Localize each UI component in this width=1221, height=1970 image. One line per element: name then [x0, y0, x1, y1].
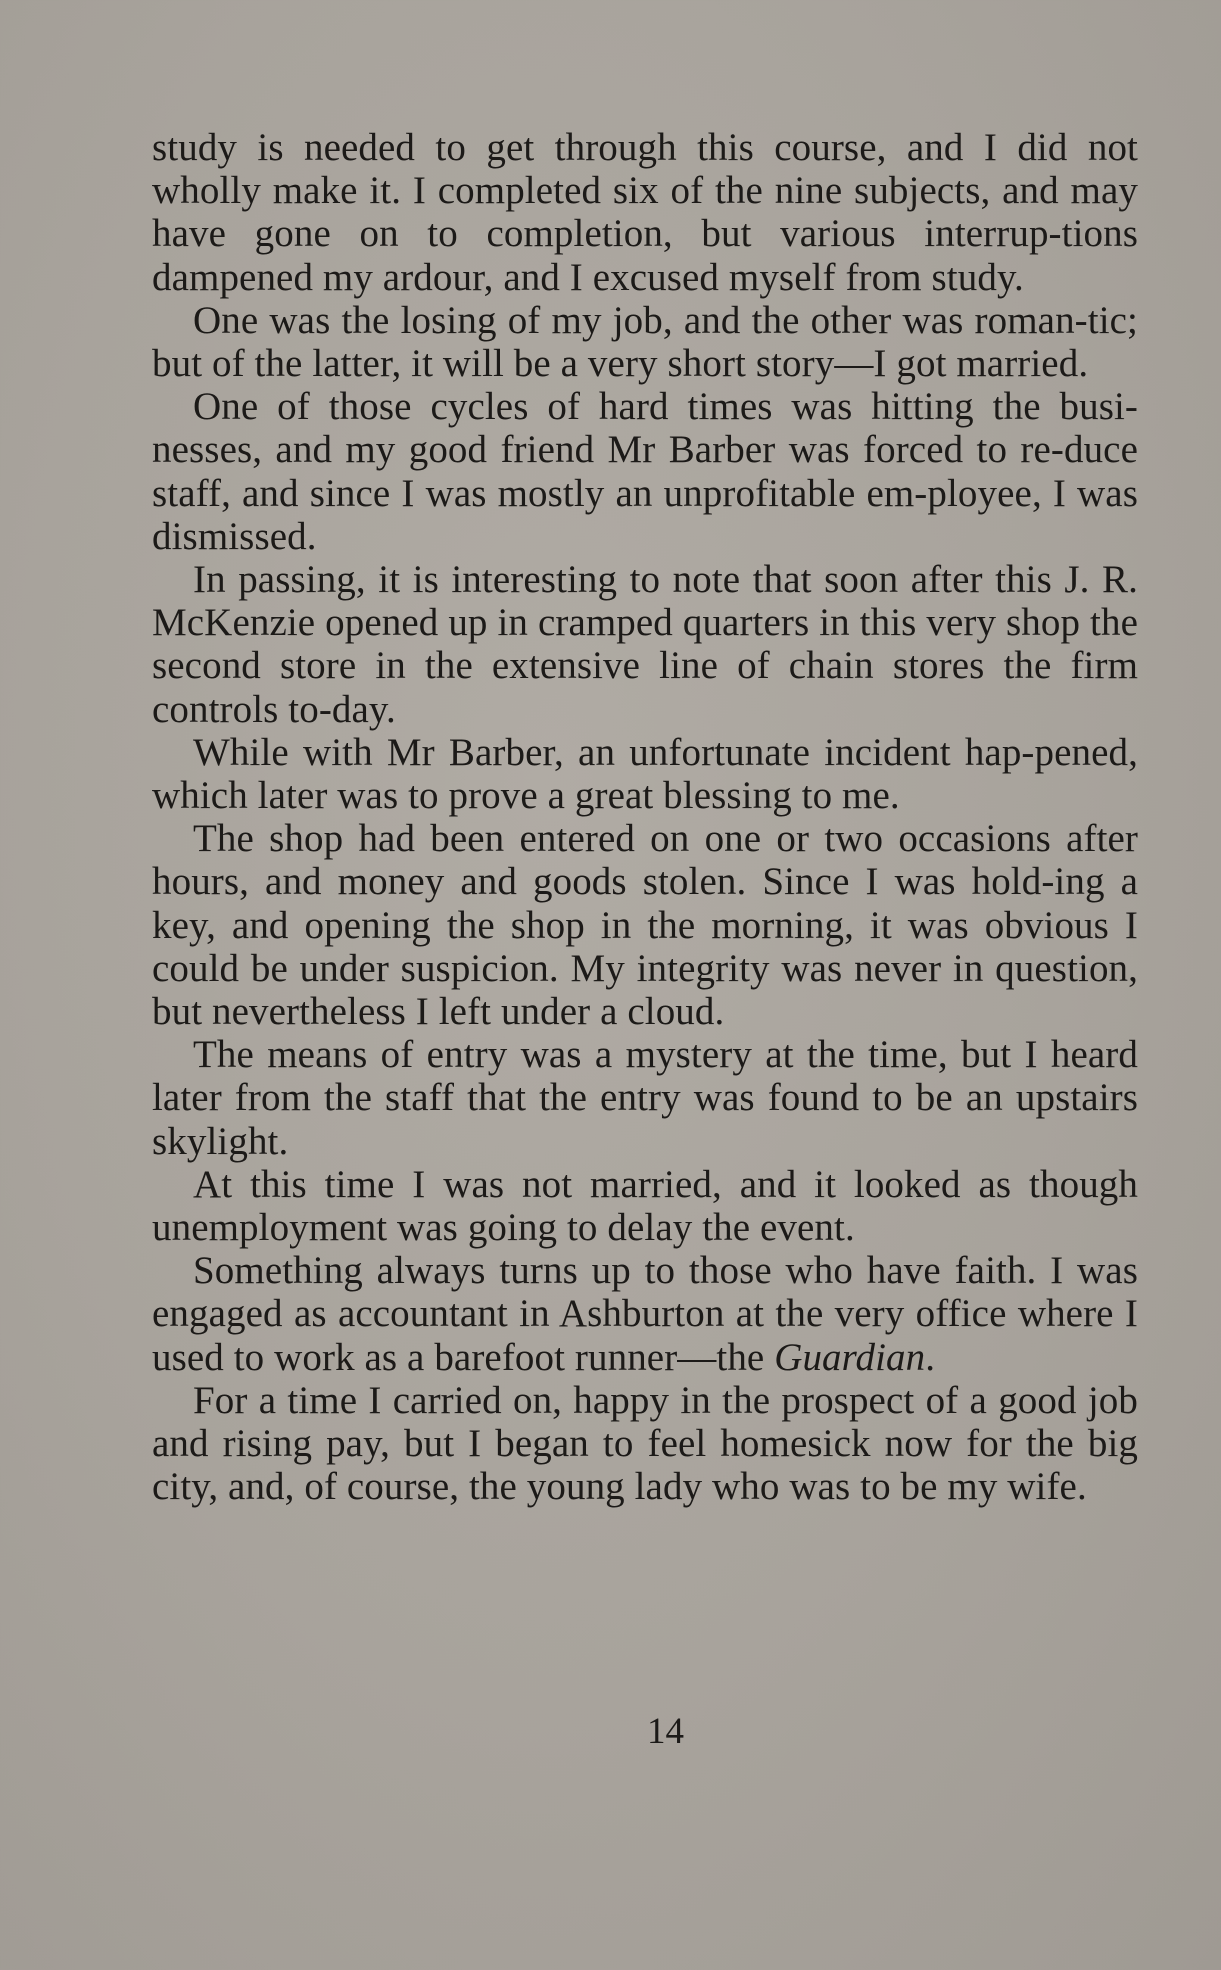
paragraph: The shop had been entered on one or two occasions after hours, and money and goods stolen. Since I was hold-ing a key, and opening the shop in the morning, it was obvious I could be under suspicion. My integrity was never in question, but nevertheless I left under a cloud.	[152, 817, 1138, 1034]
paragraph	[152, 1249, 1138, 1379]
paragraph: One of those cycles of hard times was hitting the busi-nesses, and my good friend Mr Barber was forced to re-duce staff, and since I was mostly an unprofitable em-ployee, I was dismissed.	[152, 385, 1138, 558]
paragraph: The means of entry was a mystery at the time, but I heard later from the staff that the entry was found to be an upstairs skylight.	[152, 1033, 1138, 1163]
paragraph: study is needed to get through this course, and I did not wholly make it. I completed six of the nine subjects, and may have gone on to completion, but various interrup-tions dampened my ardour, and I excused myself from study.	[152, 126, 1138, 299]
paragraph: In passing, it is interesting to note that soon after this J. R. McKenzie opened up in cramped quarters in this very shop the second store in the extensive line of chain stores the firm controls to-day.	[152, 558, 1138, 731]
newspaper-title: Guardian	[774, 1335, 926, 1379]
paragraph-text: Something always turns up to those who have faith. I was engaged as accountant in Ashburton at the very office where I used to work as a barefoot runner—the	[152, 1249, 1138, 1379]
page-number: 14	[647, 1711, 684, 1752]
paragraph: One was the losing of my job, and the other was roman-tic; but of the latter, it will be a very short story—I got married.	[152, 298, 1138, 386]
paragraph-text: .	[925, 1335, 936, 1379]
paragraph: While with Mr Barber, an unfortunate incident hap-pened, which later was to prove a great blessing to me.	[152, 730, 1138, 818]
paragraph: For a time I carried on, happy in the prospect of a good job and rising pay, but I began to feel homesick now for the big city, and, of course, the young lady who was to be my wife.	[152, 1378, 1138, 1509]
paragraph: At this time I was not married, and it looked as though unemployment was going to delay the event.	[152, 1162, 1138, 1250]
page-body	[152, 126, 1138, 1509]
